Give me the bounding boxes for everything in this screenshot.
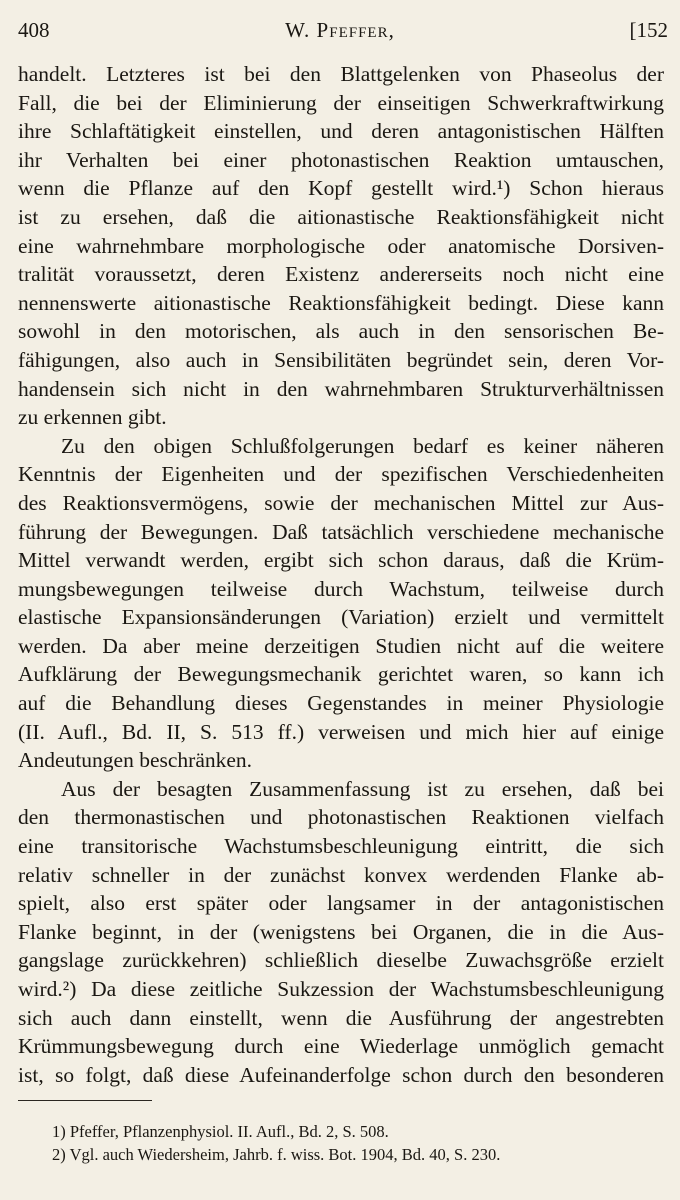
text-line: Zu den obigen Schlußfolgerungen bedarf es keiner näheren: [61, 433, 664, 458]
text-line: sowohl in den motorischen, als auch in den sensorischen Be-: [18, 319, 664, 344]
footnote-1: 1) Pfeffer, Pflanzenphysiol. II. Aufl., Bd. 2, S. 508.: [52, 1122, 389, 1141]
footnotes: [52, 1120, 652, 1166]
paragraph-1: [18, 60, 664, 432]
text-line: Krümmungsbewegung durch eine Wiederlage unmöglich gemacht: [18, 1034, 664, 1059]
text-line: sich auch dann einstellt, wenn die Ausführung der angestrebten: [18, 1005, 664, 1030]
text-line: Flanke beginnt, in der (wenigstens bei Organen, die in die Aus-: [18, 919, 664, 944]
text-line: ihr Verhalten bei einer photonastischen Reaktion umtauschen,: [18, 147, 664, 172]
text-line: mungsbewegungen teilweise durch Wachstum, teilweise durch: [18, 576, 664, 601]
text-line: (II. Aufl., Bd. II, S. 513 ff.) verweisen und mich hier auf einige: [18, 719, 664, 744]
text-line: des Reaktionsvermögens, sowie der mechanischen Mittel zur Aus-: [18, 490, 664, 515]
page-number: 408: [18, 18, 50, 42]
paragraph-3: [18, 775, 664, 1090]
text-line: Kenntnis der Eigenheiten und der spezifischen Verschiedenheiten: [18, 462, 664, 487]
running-header: [0, 18, 680, 48]
text-line: Andeutungen beschränken.: [18, 748, 253, 773]
text-line: Mittel verwandt werden, ergibt sich schon daraus, daß die Krüm-: [18, 548, 664, 573]
text-line: elastische Expansionsänderungen (Variation) erzielt und vermittelt: [18, 605, 664, 630]
text-line: wenn die Pflanze auf den Kopf gestellt wird.¹) Schon hieraus: [18, 176, 664, 201]
text-line: nennenswerte aitionastische Reaktionsfähigkeit bedingt. Diese kann: [18, 290, 664, 315]
text-line: werden. Da aber meine derzeitigen Studien nicht auf die weitere: [18, 633, 664, 658]
text-line: gangslage zurückkehren) schließlich dieselbe Zuwachsgröße erzielt: [18, 948, 664, 973]
text-line: spielt, also erst später oder langsamer in der antagonistischen: [18, 891, 664, 916]
text-line: Fall, die bei der Eliminierung der einseitigen Schwerkraftwirkung: [18, 90, 664, 115]
text-line: führung der Bewegungen. Daß tatsächlich verschiedene mechanische: [18, 519, 664, 544]
section-marker: [152: [629, 18, 668, 42]
text-line: tralität voraussetzt, deren Existenz andererseits noch nicht eine: [18, 262, 664, 287]
paragraph-2: [18, 432, 664, 775]
text-line: ist zu ersehen, daß die aitionastische Reaktionsfähigkeit nicht: [18, 204, 664, 229]
text-line: ist, so folgt, daß diese Aufeinanderfolge schon durch den besonderen: [18, 1062, 664, 1087]
text-line: fähigungen, also auch in Sensibilitäten begründet sein, deren Vor-: [18, 347, 664, 372]
text-line: eine transitorische Wachstumsbeschleunigung eintritt, die sich: [18, 834, 664, 859]
author-heading: W. Pfeffer,: [285, 18, 395, 42]
text-line: auf die Behandlung dieses Gegenstandes in meiner Physiologie: [18, 691, 664, 716]
text-line: eine wahrnehmbare morphologische oder anatomische Dorsiven-: [18, 233, 664, 258]
footnote-2: 2) Vgl. auch Wiedersheim, Jahrb. f. wiss. Bot. 1904, Bd. 40, S. 230.: [52, 1145, 501, 1164]
text-line: ihre Schlaftätigkeit einstellen, und deren antagonistischen Hälften: [18, 119, 664, 144]
text-line: handensein sich nicht in den wahrnehmbaren Strukturverhältnissen: [18, 376, 664, 401]
text-line: wird.²) Da diese zeitliche Sukzession der Wachstumsbeschleunigung: [18, 977, 664, 1001]
text-line: zu erkennen gibt.: [18, 405, 167, 430]
text-line: relativ schneller in der zunächst konvex werdenden Flanke ab-: [18, 862, 664, 887]
text-line: Aufklärung der Bewegungsmechanik gerichtet waren, so kann ich: [18, 662, 664, 687]
text-line: handelt. Letzteres ist bei den Blattgelenken von Phaseolus der: [18, 62, 664, 86]
text-line: Aus der besagten Zusammenfassung ist zu ersehen, daß bei: [61, 776, 664, 801]
footnote-divider: [18, 1100, 152, 1101]
text-line: den thermonastischen und photonastischen Reaktionen vielfach: [18, 805, 664, 830]
body-text: [18, 60, 664, 1089]
